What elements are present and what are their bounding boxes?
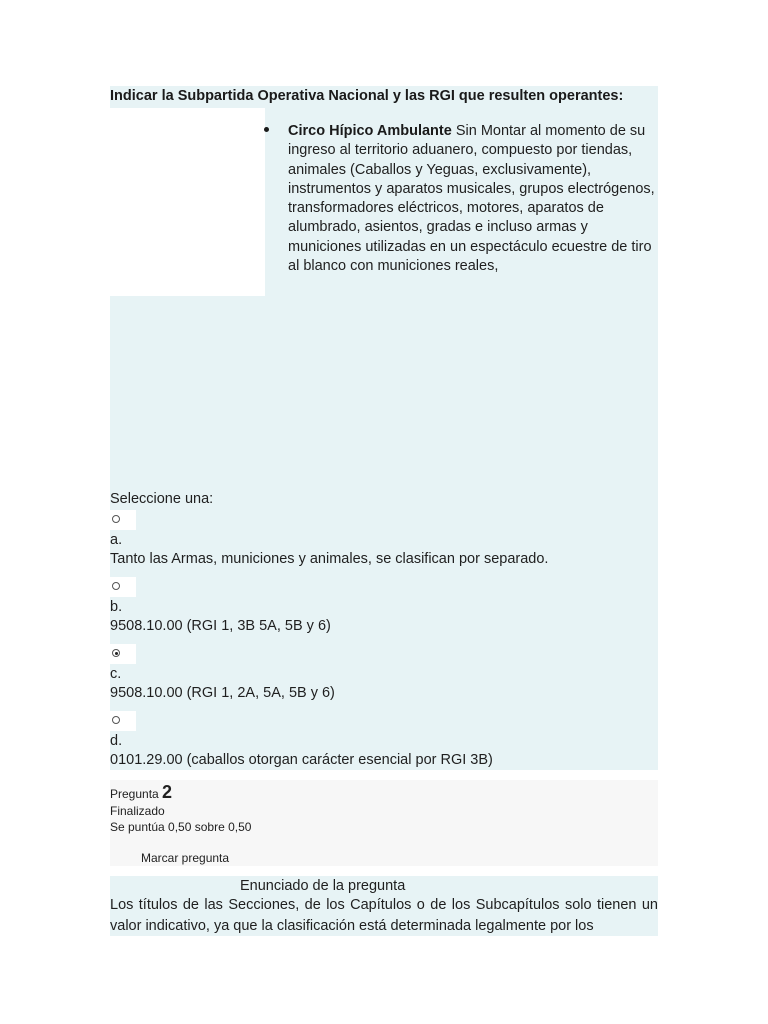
question-state: Finalizado	[110, 804, 165, 818]
option-a-letter: a.	[110, 532, 123, 548]
question-number-label	[110, 782, 172, 803]
option-c-radio-box[interactable]	[110, 644, 136, 664]
question-bullet	[288, 122, 658, 276]
question-info-panel	[110, 780, 658, 866]
bullet-bold-text: Circo Hípico Ambulante	[288, 123, 452, 139]
question-statement-heading: Enunciado de la pregunta	[240, 878, 406, 894]
option-d-text[interactable]: 0101.29.00 (caballos otorgan carácter esencial por RGI 3B)	[110, 752, 493, 768]
option-b-radio-box[interactable]	[110, 577, 136, 597]
radio-unchecked-icon[interactable]	[112, 515, 120, 523]
question-grade: Se puntúa 0,50 sobre 0,50	[110, 820, 252, 834]
blank-area	[110, 108, 265, 296]
option-d-radio-box[interactable]	[110, 711, 136, 731]
question-text-panel	[110, 86, 658, 770]
option-c-text[interactable]: 9508.10.00 (RGI 1, 2A, 5A, 5B y 6)	[110, 685, 335, 701]
bullet-body-text: Sin Montar al momento de su ingreso al territorio aduanero, compuesto por tiendas, animales (Caballos y Yeguas, exclusivamente), instrumentos y aparatos musicales, grupos electrógenos, transformadores eléctricos, motores, aparatos de alumbrado, asientos, gradas e incluso armas y municiones utilizadas en un espectáculo ecuestre de tiro al blanco con municiones reales,	[288, 123, 655, 275]
select-one-label: Seleccione una:	[110, 491, 214, 507]
question-number: 2	[162, 782, 173, 802]
pregunta-label: Pregunta	[110, 787, 163, 801]
flag-question-link[interactable]: Marcar pregunta	[141, 851, 230, 865]
bullet-icon	[264, 127, 269, 132]
question2-text: Los títulos de las Secciones, de los Capítulos o de los Subcapítulos solo tienen un valor indicativo, ya que la clasificación está determinada legalmente por los	[110, 897, 658, 934]
option-a-radio-box[interactable]	[110, 510, 136, 530]
option-b-letter: b.	[110, 599, 123, 615]
radio-unchecked-icon[interactable]	[112, 582, 120, 590]
question-title: Indicar la Subpartida Operativa Nacional y las RGI que resulten operantes:	[110, 88, 624, 104]
option-d-letter: d.	[110, 733, 123, 749]
option-a-text[interactable]: Tanto las Armas, municiones y animales, se clasifican por separado.	[110, 551, 549, 567]
option-b-text[interactable]: 9508.10.00 (RGI 1, 3B 5A, 5B y 6)	[110, 618, 331, 634]
question2-text-panel	[110, 876, 658, 936]
radio-checked-icon[interactable]	[112, 649, 120, 657]
radio-unchecked-icon[interactable]	[112, 716, 120, 724]
option-c-letter: c.	[110, 666, 122, 682]
